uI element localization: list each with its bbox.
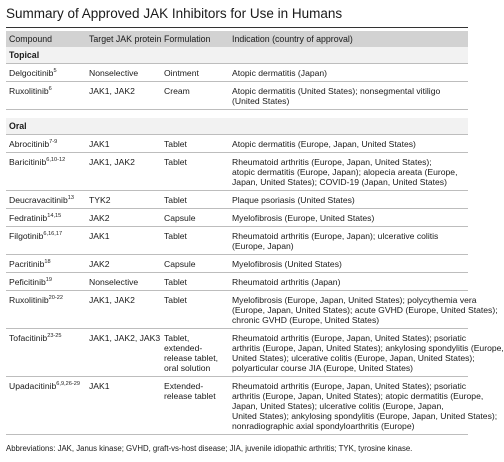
formulation-cell — [164, 381, 216, 401]
indication-line: Rheumatoid arthritis (Europe, Japan); ulcerative colitis — [232, 231, 439, 241]
compound-cell — [9, 381, 80, 391]
column-header-target: Target JAK protein — [89, 34, 162, 44]
reference-superscript: 6,10-12 — [46, 157, 66, 164]
formulation-line: Tablet — [164, 277, 187, 287]
formulation-line: release tablet, — [164, 353, 218, 363]
compound-cell — [9, 213, 61, 223]
compound-cell — [9, 86, 52, 96]
indication-cell — [232, 333, 504, 373]
table-header — [6, 31, 468, 47]
reference-superscript: 5 — [53, 68, 57, 75]
formulation-line: Tablet — [164, 195, 187, 205]
reference-superscript: 19 — [45, 277, 53, 284]
formulation-cell — [164, 213, 196, 223]
target-cell: JAK2 — [89, 213, 110, 223]
reference-superscript: 6,9,26-29 — [56, 381, 80, 388]
indication-line: Rheumatoid arthritis (Europe, Japan, United States); — [232, 157, 432, 167]
compound-name: Fedratinib — [9, 213, 48, 223]
compound-cell — [9, 277, 52, 287]
table-row — [6, 82, 468, 110]
compound-name: Abrocitinib — [9, 139, 50, 149]
compound-name: Upadacitinib — [9, 381, 57, 391]
indication-line: arthritis (Europe, Japan, United States); ankylosing spondylitis (Europe, — [232, 343, 504, 353]
compound-name: Pacritinib — [9, 259, 45, 269]
indication-line: Atopic dermatitis (United States); nonsegmental vitiligo — [232, 86, 441, 96]
page-title: Summary of Approved JAK Inhibitors for Use in Humans — [6, 6, 468, 28]
table-row — [6, 255, 468, 273]
target-cell: JAK1, JAK2, JAK3 — [89, 333, 161, 343]
indication-line: Atopic dermatitis (Japan) — [232, 68, 328, 78]
reference-superscript: 14,15 — [47, 213, 62, 220]
column-header-indication: Indication (country of approval) — [232, 34, 353, 44]
compound-name: Peficitinib — [9, 277, 46, 287]
formulation-line: Ointment — [164, 68, 199, 78]
compound-cell — [9, 295, 63, 305]
section-gap — [6, 110, 468, 118]
compound-cell — [9, 68, 57, 78]
table-row — [6, 273, 468, 291]
compound-cell — [9, 157, 65, 167]
indication-line: polyarticular course JIA (Europe, United States) — [232, 363, 414, 373]
compound-name: Baricitinib — [9, 157, 47, 167]
target-cell: JAK1, JAK2 — [89, 86, 135, 96]
reference-superscript: 7-9 — [49, 139, 58, 146]
formulation-cell — [164, 231, 187, 241]
formulation-line: release tablet — [164, 391, 216, 401]
indication-cell — [232, 139, 416, 149]
table-body — [6, 47, 504, 435]
table-row — [6, 191, 468, 209]
indication-line: United States); ankylosing spondylitis (Europe, Japan, United States); — [232, 411, 498, 421]
formulation-line: Capsule — [164, 259, 196, 269]
table-row — [6, 64, 468, 82]
formulation-line: Tablet — [164, 157, 187, 167]
compound-cell — [9, 195, 74, 205]
formulation-cell — [164, 157, 187, 167]
indication-cell — [232, 231, 438, 251]
table-row — [6, 377, 498, 435]
formulation-line: Tablet — [164, 231, 187, 241]
reference-superscript: 6 — [48, 86, 52, 93]
column-header-formulation: Formulation — [164, 34, 211, 44]
indication-line: (United States) — [232, 96, 290, 106]
formulation-line: Tablet, — [164, 333, 190, 343]
compound-name: Ruxolitinib — [9, 86, 49, 96]
formulation-cell — [164, 68, 199, 78]
indication-line: Japan, United States); ulcerative colitis (Europe, Japan, — [232, 401, 444, 411]
formulation-line: Extended- — [164, 381, 204, 391]
target-cell: JAK1, JAK2 — [89, 157, 135, 167]
indication-cell — [232, 277, 340, 287]
indication-line: Myelofibrosis (United States) — [232, 259, 342, 269]
formulation-line: Tablet — [164, 295, 187, 305]
indication-line: Rheumatoid arthritis (Europe, Japan, United States); psoriatic — [232, 381, 467, 391]
formulation-line: Tablet — [164, 139, 187, 149]
indication-line: arthritis (Europe, Japan, United States); atopic dermatitis (Europe, — [232, 391, 484, 401]
compound-name: Ruxolitinib — [9, 295, 49, 305]
reference-superscript: 18 — [44, 259, 51, 266]
reference-superscript: 23-25 — [47, 333, 62, 340]
indication-cell — [232, 381, 497, 431]
column-header-compound: Compound — [9, 34, 53, 44]
compound-name: Tofacitinib — [9, 333, 48, 343]
target-cell: TYK2 — [89, 195, 111, 205]
reference-superscript: 13 — [67, 195, 74, 202]
indication-line: chronic GVHD (Europe, United States) — [232, 315, 380, 325]
section-label: Topical — [6, 47, 468, 64]
formulation-cell — [164, 86, 190, 96]
table-row — [6, 209, 468, 227]
indication-cell — [232, 295, 498, 325]
formulation-cell — [164, 195, 187, 205]
target-cell: JAK1 — [89, 231, 110, 241]
table-row — [6, 329, 504, 377]
compound-name: Delgocitinib — [9, 68, 54, 78]
target-cell: JAK2 — [89, 259, 110, 269]
indication-cell — [232, 157, 457, 187]
compound-cell — [9, 231, 62, 241]
indication-line: Myelofibrosis (Europe, Japan, United States); polycythemia vera — [232, 295, 477, 305]
section-label: Oral — [6, 118, 468, 135]
target-cell: JAK1 — [89, 381, 110, 391]
target-cell: JAK1 — [89, 139, 110, 149]
reference-superscript: 20-22 — [48, 295, 63, 302]
indication-line: nonradiographic axial spondyloarthritis (Europe) — [232, 421, 415, 431]
table-row — [6, 291, 498, 329]
target-cell: JAK1, JAK2 — [89, 295, 135, 305]
formulation-cell — [164, 295, 187, 305]
table-row — [6, 135, 468, 153]
indication-line: Japan, United States); COVID-19 (Japan, United States) — [232, 177, 447, 187]
table-row — [6, 227, 468, 255]
formulation-line: oral solution — [164, 363, 211, 373]
indication-line: (Europe, Japan) — [232, 241, 294, 251]
indication-line: Rheumatoid arthritis (Europe, Japan, United States); psoriatic — [232, 333, 467, 343]
formulation-line: extended- — [164, 343, 203, 353]
formulation-line: Cream — [164, 86, 190, 96]
target-cell: Nonselective — [89, 277, 139, 287]
indication-cell — [232, 213, 374, 223]
formulation-cell — [164, 139, 187, 149]
compound-cell — [9, 139, 57, 149]
indication-line: Myelofibrosis (Europe, United States) — [232, 213, 375, 223]
jak-inhibitors-table — [6, 31, 504, 435]
indication-cell — [232, 68, 327, 78]
compound-cell — [9, 259, 51, 269]
formulation-line: Capsule — [164, 213, 196, 223]
formulation-cell — [164, 259, 196, 269]
formulation-cell — [164, 277, 187, 287]
indication-line: atopic dermatitis (Europe, Japan); alopecia areata (Europe, — [232, 167, 458, 177]
indication-line: Plaque psoriasis (United States) — [232, 195, 355, 205]
target-cell: Nonselective — [89, 68, 139, 78]
indication-cell — [232, 86, 440, 106]
formulation-cell — [164, 333, 218, 373]
indication-cell — [232, 195, 355, 205]
compound-name: Filgotinib — [9, 231, 44, 241]
compound-cell — [9, 333, 62, 343]
indication-line: Atopic dermatitis (Europe, Japan, United States) — [232, 139, 416, 149]
reference-superscript: 6,16,17 — [43, 231, 63, 238]
table-row — [6, 153, 468, 191]
indication-cell — [232, 259, 342, 269]
abbreviations-footnote: Abbreviations: JAK, Janus kinase; GVHD, graft-vs-host disease; JIA, juvenile idiopathic arthritis; TYK, tyrosine kinase. — [6, 444, 413, 453]
indication-line: (Europe, Japan, United States); acute GVHD (Europe, United States); — [232, 305, 498, 315]
indication-line: United States); ulcerative colitis (Europe, Japan, United States); — [232, 353, 475, 363]
indication-line: Rheumatoid arthritis (Japan) — [232, 277, 341, 287]
compound-name: Deucravacitinib — [9, 195, 68, 205]
